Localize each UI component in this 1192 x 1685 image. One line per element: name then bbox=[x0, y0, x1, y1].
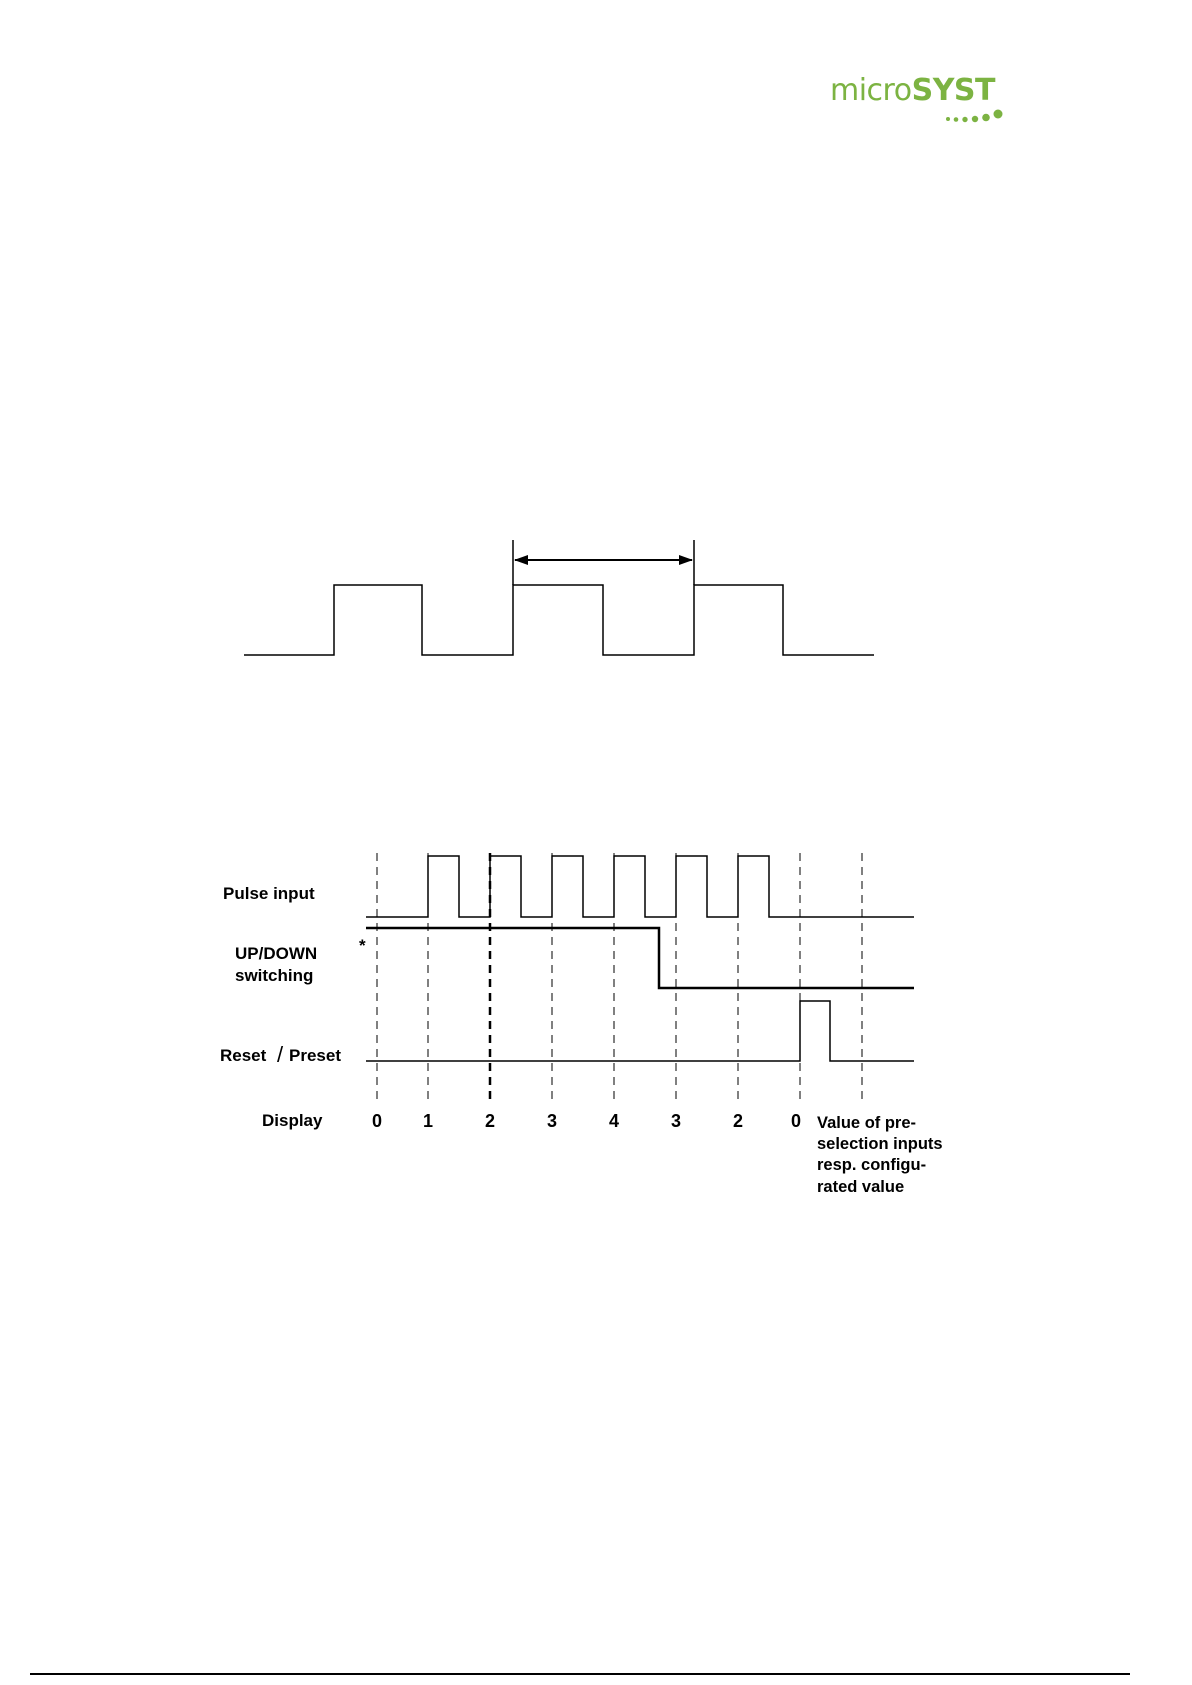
logo-text-bold: SYST bbox=[911, 73, 995, 108]
label-updown: UP/DOWN bbox=[235, 944, 318, 963]
label-reset-slash: / bbox=[277, 1042, 284, 1067]
updown-waveform bbox=[366, 928, 914, 988]
display-value: 2 bbox=[484, 1111, 496, 1131]
preset-note bbox=[817, 1114, 943, 1196]
note-line: rated value bbox=[817, 1178, 905, 1196]
display-value: 3 bbox=[546, 1111, 558, 1131]
pulse-waveform bbox=[244, 585, 874, 655]
label-display: Display bbox=[262, 1111, 323, 1130]
note-line: Value of pre- bbox=[817, 1114, 917, 1132]
display-value: 1 bbox=[422, 1111, 434, 1131]
note-line: resp. configu- bbox=[817, 1156, 927, 1174]
label-preset: Preset bbox=[289, 1046, 341, 1065]
note-line: selection inputs bbox=[817, 1135, 943, 1153]
pulse-period-diagram bbox=[244, 540, 874, 655]
label-switching: switching bbox=[235, 966, 314, 985]
display-value: 0 bbox=[790, 1111, 802, 1131]
display-value: 0 bbox=[371, 1111, 383, 1131]
display-value: 4 bbox=[608, 1111, 620, 1131]
time-gridlines bbox=[377, 853, 862, 1102]
display-value: 3 bbox=[670, 1111, 682, 1131]
logo-text-light: micro bbox=[830, 73, 912, 108]
display-values bbox=[372, 1111, 801, 1131]
label-reset: Reset bbox=[220, 1046, 267, 1065]
footer-rule bbox=[30, 1673, 1130, 1675]
reset-preset-waveform bbox=[366, 1001, 914, 1061]
pulse-input-waveform bbox=[366, 856, 914, 917]
display-value: 2 bbox=[732, 1111, 744, 1131]
timing-diagram bbox=[220, 853, 943, 1196]
label-pulse-input: Pulse input bbox=[223, 884, 315, 903]
label-updown-star: * bbox=[359, 936, 366, 955]
